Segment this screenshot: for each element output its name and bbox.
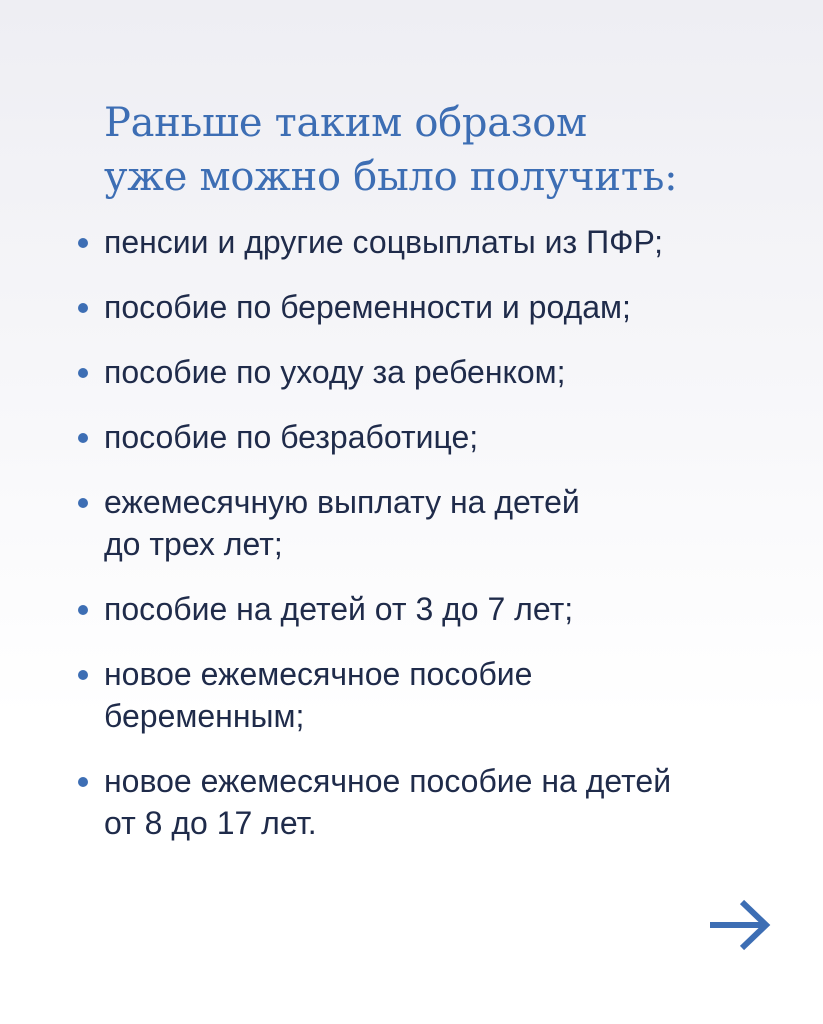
list-item-text: пособие по безработице; (104, 419, 479, 455)
bullet-icon (78, 433, 88, 443)
list-item (78, 416, 778, 458)
title-line-2: уже можно было получить: (104, 154, 678, 200)
list-item-text: от 8 до 17 лет. (104, 805, 317, 841)
list-item (78, 760, 778, 844)
bullet-icon (78, 498, 88, 508)
list-item-text: до трех лет; (104, 526, 283, 562)
list-item (78, 481, 778, 565)
list-item-text: беременным; (104, 698, 305, 734)
title-line-1: Раньше таким образом (104, 100, 587, 146)
bullet-icon (78, 368, 88, 378)
list-item (78, 351, 778, 393)
list-item-text: пособие на детей от 3 до 7 лет; (104, 591, 574, 627)
bullet-icon (78, 670, 88, 680)
list-item (78, 221, 778, 263)
list-item (78, 286, 778, 328)
list-item-text: пособие по беременности и родам; (104, 289, 631, 325)
arrow-right-icon[interactable] (706, 897, 772, 953)
list-item-text: новое ежемесячное пособие (104, 656, 533, 692)
bullet-icon (78, 238, 88, 248)
list-item (78, 653, 778, 737)
list-item-text: новое ежемесячное пособие на детей (104, 763, 672, 799)
bullet-icon (78, 605, 88, 615)
list-item-text: пособие по уходу за ребенком; (104, 354, 566, 390)
bullet-icon (78, 777, 88, 787)
list-item-text: ежемесячную выплату на детей (104, 484, 580, 520)
benefits-list (78, 221, 778, 867)
bullet-icon (78, 303, 88, 313)
page-title (104, 96, 784, 204)
list-item-text: пенсии и другие соцвыплаты из ПФР; (104, 224, 663, 260)
list-item (78, 588, 778, 630)
